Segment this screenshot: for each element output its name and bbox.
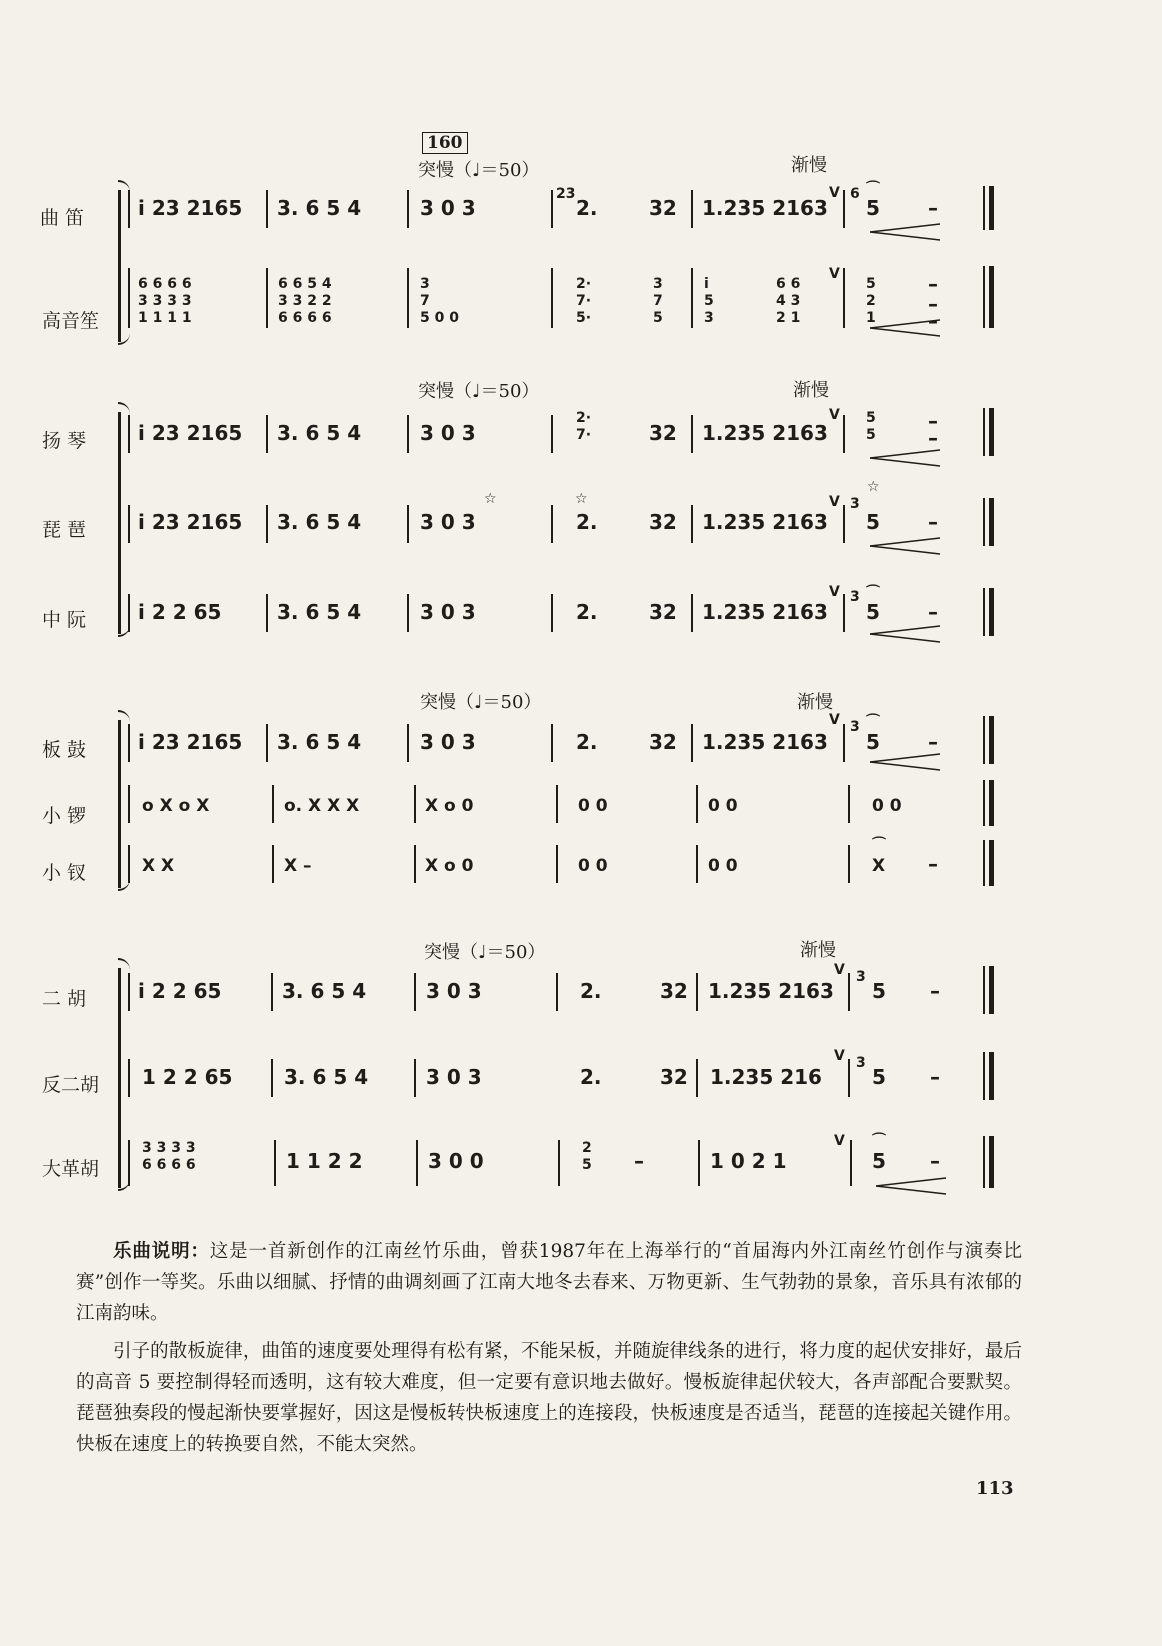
fermata-icon: ⌒ [866,714,880,730]
melody-measure: i 23 2165 [138,196,243,220]
melody-measure: 1 0 2 1 [710,1149,787,1173]
rest-dash: – [928,272,938,296]
chord-column: 3 3 3 3 6 6 6 6 [142,1140,196,1173]
melody-measure: 2. [576,730,598,754]
melody-measure: i 23 2165 [138,421,243,445]
instrument-label: 高音笙 [42,310,100,332]
grace-notes: 3 [856,969,866,985]
instrument-label: 板鼓 [42,739,93,761]
chord-column: 2· 7· [576,410,592,443]
percussion-measure: X [872,856,886,876]
melody-measure: 2. [580,1065,602,1089]
melody-measure: 5 [866,600,880,624]
tempo-marking: 突慢（♩＝50） [420,692,542,713]
chord-column: 5 5 [866,410,876,443]
quarter-note-icon: ♩ [472,160,481,181]
percussion-measure: 0 0 [708,856,738,876]
melody-measure: 1.235 2163 [702,510,828,534]
percussion-measure: 0 0 [578,796,608,816]
grace-notes: 3 [850,719,860,735]
breath-mark: V [829,584,840,600]
melody-measure: 3. 6 5 4 [277,421,362,445]
melody-measure: 5 [866,196,880,220]
rehearsal-mark: 160 [422,132,468,154]
melody-measure: 1.235 2163 [702,730,828,754]
melody-measure: 3 0 3 [420,421,476,445]
chord-column: 6 6 6 6 3 3 3 3 1 1 1 1 [138,276,192,326]
percussion-measure: X X [142,856,175,876]
percussion-measure: o X o X [142,796,210,816]
melody-measure: 3 0 3 [426,979,482,1003]
fermata-icon: ⌒ [872,837,886,853]
decrescendo-hairpin [870,752,942,772]
rest-dash: – [928,852,938,876]
chord-column: 6 6 4 3 2 1 [776,276,801,326]
rest-dash: – [930,1065,940,1089]
instrument-label: 曲笛 [40,207,91,229]
melody-measure: 3. 6 5 4 [277,730,362,754]
chord-column: 3 7 5 0 0 [420,276,459,326]
chord-column: i 5 3 [704,276,714,326]
melody-measure: 2. [576,600,598,624]
rest-dash: – [634,1149,644,1173]
melody-measure: 1.235 2163 [708,979,834,1003]
melody-measure: i 23 2165 [138,510,243,534]
percussion-measure: X o 0 [425,796,474,816]
page-number: 113 [976,1478,1014,1499]
description-label: 乐曲说明： [113,1241,210,1262]
bracket-hook [118,958,130,970]
breath-mark: V [834,1048,845,1064]
grace-notes: 6 [850,186,860,202]
instrument-label: 反二胡 [42,1074,100,1096]
quarter-note-icon: ♩ [478,942,487,963]
tempo-marking: 突慢（♩＝50） [418,381,540,402]
percussion-measure: X – [284,856,312,876]
rest-dash: – [928,409,938,433]
instrument-label: 琵琶 [42,519,93,541]
description-paragraph: 引子的散板旋律，曲笛的速度要处理得有松有紧，不能呆板，并随旋律线条的进行，将力度的起伏安排好，最后的高音 5 要控制得轻而透明，这有较大难度，但一定要有意识地去做好。慢板旋律起伏较大，各声部配合要默契。琵琶独奏段的慢起渐快要掌握好，因这是慢板转快板速度上的连接段，快板速度是否适当，琵琶的连接起关键作用。快板在速度上的转换要自然，不能太突然。 [76,1341,1022,1455]
tempo-marking: 突慢（♩＝50） [424,942,546,963]
rest-dash: – [928,292,938,316]
percussion-measure: 0 0 [708,796,738,816]
instrument-label: 二胡 [42,988,93,1010]
harmonic-icon: ☆ [575,491,588,507]
group-bracket [118,412,121,634]
melody-measure: 32 [649,421,677,445]
percussion-measure: X o 0 [425,856,474,876]
melody-measure: 32 [649,600,677,624]
grace-notes: 3 [850,589,860,605]
melody-measure: 5 [872,1065,886,1089]
breath-mark: V [834,962,845,978]
breath-mark: V [834,1133,845,1149]
grace-notes: 23 [556,186,576,202]
bracket-hook [118,402,130,414]
bracket-hook [118,710,130,722]
decrescendo-hairpin [870,448,942,468]
melody-measure: 5 [866,730,880,754]
rest-dash: – [930,979,940,1003]
rest-dash: – [928,510,938,534]
grace-notes: 3 [856,1055,866,1071]
melody-measure: 3. 6 5 4 [284,1065,369,1089]
melody-measure: 5 [872,979,886,1003]
chord-column: 2 5 [582,1140,592,1173]
decrescendo-hairpin [870,222,942,242]
instrument-label: 小锣 [42,805,93,827]
decrescendo-hairpin [870,318,942,338]
melody-measure: 3 0 3 [420,196,476,220]
instrument-label: 扬琴 [42,430,93,452]
melody-measure: i 23 2165 [138,730,243,754]
percussion-measure: 0 0 [872,796,902,816]
decrescendo-hairpin [876,1176,948,1196]
group-bracket [118,968,121,1188]
melody-measure: i 2 2 65 [138,600,222,624]
breath-mark: V [829,266,840,282]
melody-measure: 3. 6 5 4 [282,979,367,1003]
melody-measure: 3 0 3 [420,600,476,624]
ritard-marking: 渐慢 [797,692,833,713]
instrument-label: 大革胡 [42,1158,100,1180]
melody-measure: 32 [660,979,688,1003]
chord-column: 2· 7· 5· [576,276,592,326]
instrument-label: 小钗 [42,862,93,884]
melody-measure: 5 [872,1149,886,1173]
group-bracket [118,720,121,888]
grace-notes: 3 [850,496,860,512]
group-bracket [118,190,121,342]
quarter-note-icon: ♩ [472,381,481,402]
fermata-icon: ⌒ [866,181,880,197]
breath-mark: V [829,494,840,510]
melody-measure: 32 [660,1065,688,1089]
chord-column: 3 7 5 [653,276,663,326]
chord-column: 5 2 1 [866,276,876,326]
ritard-marking: 渐慢 [791,155,827,176]
melody-measure: 2. [580,979,602,1003]
rest-dash: – [928,730,938,754]
melody-measure: i 2 2 65 [138,979,222,1003]
melody-measure: 3 0 3 [420,730,476,754]
melody-measure: 32 [649,510,677,534]
rest-dash: – [928,309,938,333]
tempo-marking: 突慢（♩＝50） [418,160,540,181]
breath-mark: V [829,407,840,423]
harmonic-icon: ☆ [484,491,497,507]
melody-measure: 1.235 216 [710,1065,822,1089]
melody-measure: 2. [576,510,598,534]
ritard-marking: 渐慢 [800,940,836,961]
melody-measure: 3. 6 5 4 [277,196,362,220]
bracket-hook [118,333,130,345]
quarter-note-icon: ♩ [474,692,483,713]
melody-measure: 1.235 2163 [702,196,828,220]
fermata-icon: ⌒ [866,585,880,601]
melody-measure: 32 [649,730,677,754]
ritard-marking: 渐慢 [793,380,829,401]
melody-measure: 5 [866,510,880,534]
melody-measure: 3. 6 5 4 [277,600,362,624]
melody-measure: 1.235 2163 [702,600,828,624]
rest-dash: – [928,426,938,450]
chord-column: 6 6 5 4 3 3 2 2 6 6 6 6 [278,276,332,326]
rest-dash: – [928,600,938,624]
melody-measure: 3 0 3 [420,510,476,534]
melody-measure: 2. [576,196,598,220]
description-text: 这是一首新创作的江南丝竹乐曲，曾获1987年在上海举行的“首届海内外江南丝竹创作与演奏比赛”创作一等奖。乐曲以细腻、抒情的曲调刻画了江南大地冬去春来、万物更新、生气勃勃的景象，音乐具有浓郁的江南韵味。 [76,1241,1022,1324]
rest-dash: – [928,196,938,220]
melody-measure: 1 2 2 65 [142,1065,233,1089]
melody-measure: 1 1 2 2 [286,1149,363,1173]
melody-measure: 32 [649,196,677,220]
melody-measure: 3 0 3 [426,1065,482,1089]
breath-mark: V [829,185,840,201]
harmonic-icon: ☆ [867,479,880,495]
decrescendo-hairpin [870,624,942,644]
melody-measure: 1.235 2163 [702,421,828,445]
fermata-icon: ⌒ [872,1133,886,1149]
decrescendo-hairpin [870,536,942,556]
melody-measure: 3 0 0 [428,1149,484,1173]
percussion-measure: 0 0 [578,856,608,876]
rest-dash: – [930,1149,940,1173]
instrument-label: 中阮 [42,609,93,631]
breath-mark: V [829,712,840,728]
description-paragraph [76,1236,1022,1329]
percussion-measure: o. X X X [284,796,360,816]
melody-measure: 3. 6 5 4 [277,510,362,534]
